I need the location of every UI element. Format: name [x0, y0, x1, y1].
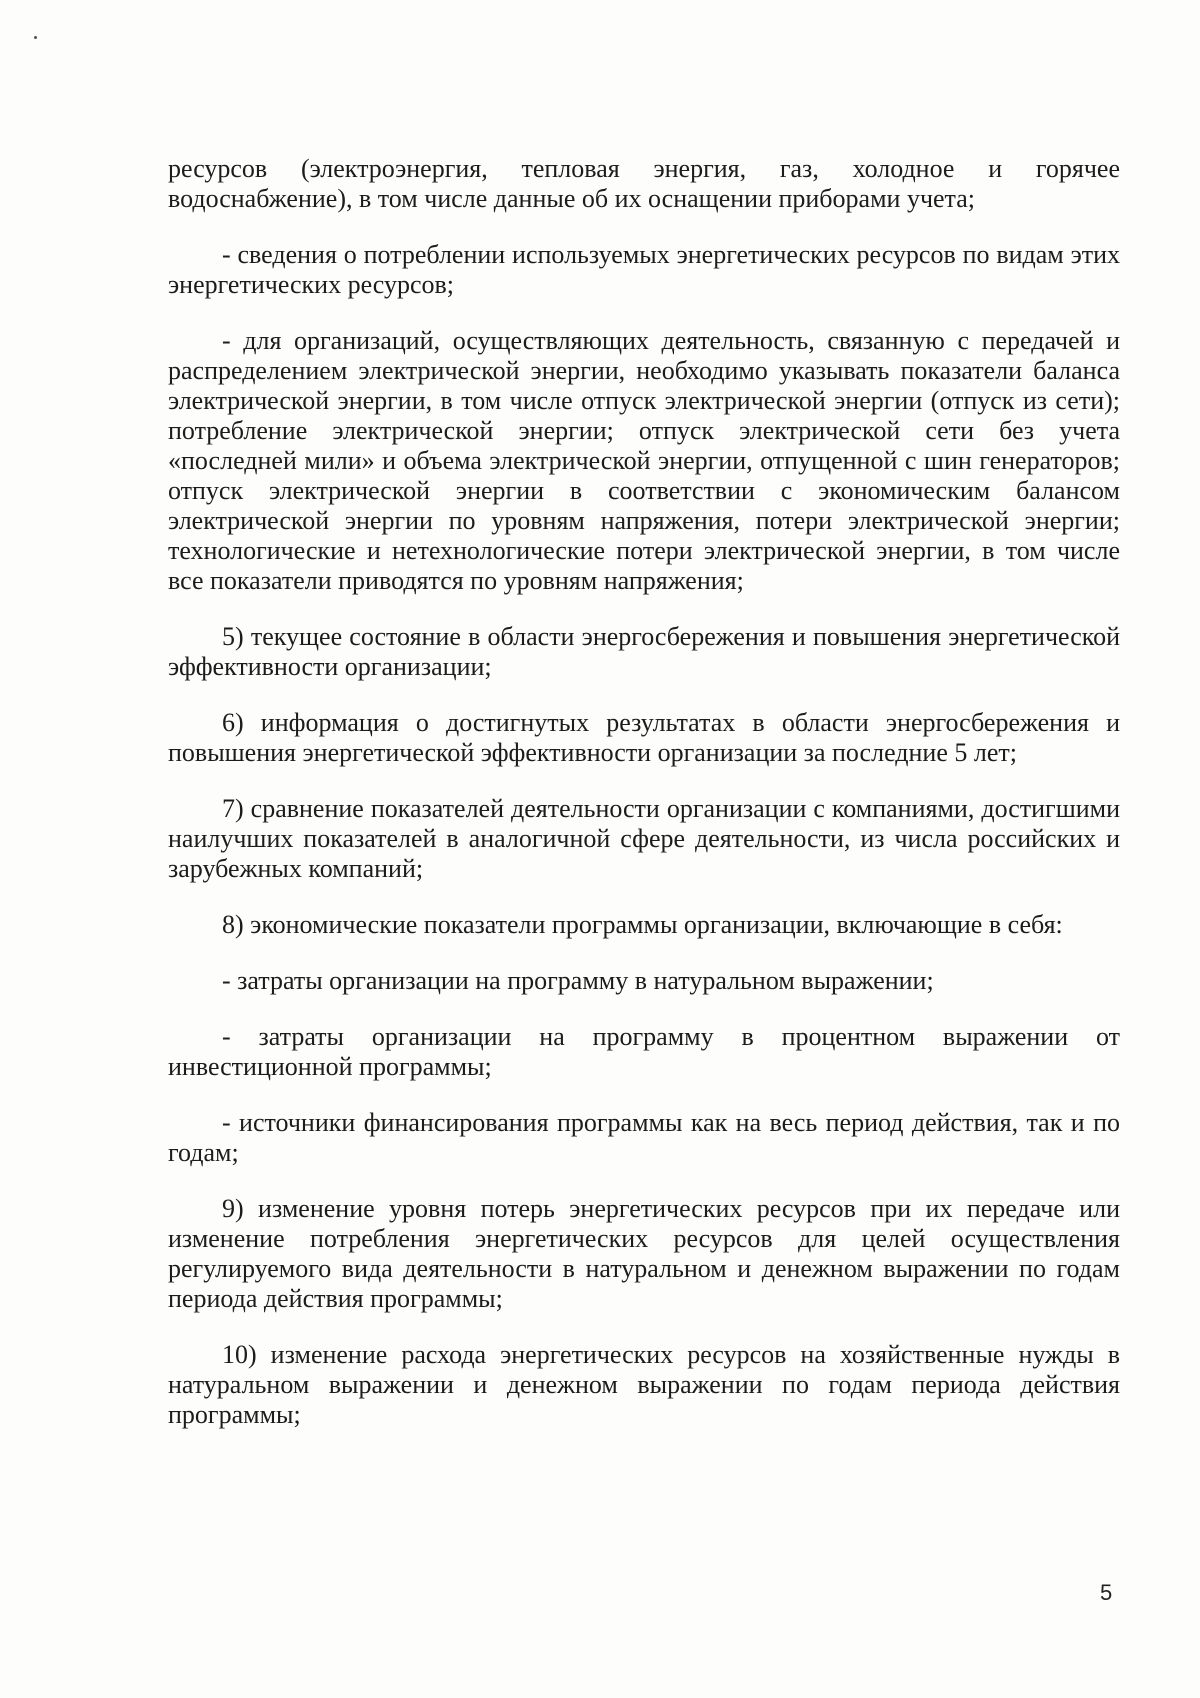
paragraph-item-9: 9) изменение уровня потерь энергетических ресурсов при их передаче или изменение потребления энергетических ресурсов для целей осуществления регулируемого вида деятельности в натуральном и денежном выражении по годам периода действия программы; [168, 1194, 1120, 1313]
paragraph-costs-percent: - затраты организации на программу в процентном выражении от инвестиционной программы; [168, 1022, 1120, 1081]
scan-speck [34, 36, 37, 39]
page-number: 5 [1100, 1580, 1113, 1605]
paragraph-item-5: 5) текущее состояние в области энергосбережения и повышения энергетической эффективности организации; [168, 622, 1120, 681]
paragraph-costs-natural: - затраты организации на программу в натуральном выражении; [222, 966, 934, 995]
paragraph-resources-continuation: ресурсов (электроэнергия, тепловая энергия, газ, холодное и горячее водоснабжение), в том числе данные об их оснащении приборами учета; [168, 154, 1120, 213]
paragraph-item-6: 6) информация о достигнутых результатах в области энергосбережения и повышения энергетической эффективности организации за последние 5 лет; [168, 708, 1120, 767]
paragraph-item-8: 8) экономические показатели программы организации, включающие в себя: [222, 910, 1063, 939]
paragraph-consumption-info: - сведения о потреблении используемых энергетических ресурсов по видам этих энергетических ресурсов; [168, 240, 1120, 299]
paragraph-item-10: 10) изменение расхода энергетических ресурсов на хозяйственные нужды в натуральном выражении и денежном выражении по годам периода действия программы; [168, 1340, 1120, 1429]
paragraph-electric-balance: - для организаций, осуществляющих деятельность, связанную с передачей и распределением электрической энергии, необходимо указывать показатели баланса электрической энергии, в том числе отпуск электрической энергии (отпуск из сети); потребление электрической энергии; отпуск электрической сети без учета «последней мили» и объема электрической энергии, отпущенной с шин генераторов; отпуск электрической энергии в соответствии с экономическим балансом электрической энергии по уровням напряжения, потери электрической энергии; технологические и нетехнологические потери электрической энергии, в том числе все показатели приводятся по уровням напряжения; [168, 326, 1120, 595]
paragraph-item-7: 7) сравнение показателей деятельности организации с компаниями, достигшими наилучших показателей в аналогичной сфере деятельности, из числа российских и зарубежных компаний; [168, 794, 1120, 883]
paragraph-funding-sources: - источники финансирования программы как на весь период действия, так и по годам; [168, 1108, 1120, 1167]
document-body [168, 154, 1120, 1456]
